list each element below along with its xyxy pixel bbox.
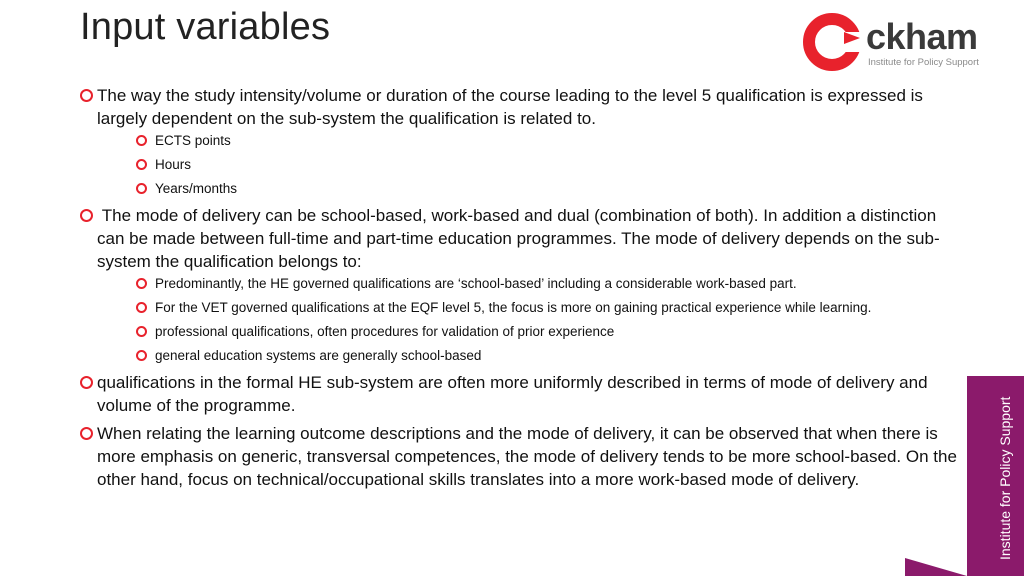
sub-bullet-item — [97, 299, 958, 317]
bullet-text: The way the study intensity/volume or duration of the course leading to the level 5 qualification is expressed is largely dependent on the sub-system the qualification is related to. — [97, 86, 923, 128]
side-band-text: Institute for Policy Support — [997, 396, 1013, 560]
ring-bullet-icon — [136, 326, 147, 337]
ring-bullet-icon — [136, 159, 147, 170]
sub-bullet-text: ECTS points — [155, 133, 231, 148]
bullet-mode-of-delivery — [78, 204, 958, 365]
ring-bullet-icon — [80, 209, 93, 222]
ring-bullet-icon — [80, 89, 93, 102]
ring-bullet-icon — [80, 427, 93, 440]
sub-bullet-text: For the VET governed qualifications at the EQF level 5, the focus is more on gaining practical experience while learning. — [155, 300, 872, 315]
bullet-list — [78, 84, 958, 491]
bullet-text: qualifications in the formal HE sub-system are often more uniformly described in terms of mode of delivery and volume of the programme. — [97, 373, 928, 415]
ring-bullet-icon — [136, 135, 147, 146]
bullet-he-qualifications — [78, 371, 958, 417]
logo-ring-icon — [800, 10, 864, 74]
sub-bullet-list — [97, 132, 958, 198]
sub-bullet-item — [97, 347, 958, 365]
sub-bullet-text: professional qualifications, often procedures for validation of prior experience — [155, 324, 615, 339]
sub-bullet-list — [97, 275, 958, 365]
ring-bullet-icon — [136, 302, 147, 313]
sub-bullet-item — [97, 180, 958, 198]
bullet-study-intensity — [78, 84, 958, 198]
logo-tagline: Institute for Policy Support — [868, 57, 979, 68]
sub-bullet-text: Years/months — [155, 181, 238, 196]
ockham-logo — [800, 10, 1000, 76]
bullet-text: The mode of delivery can be school-based, work-based and dual (combination of both). In addition a distinction can be made between full-time and part-time education programmes. The mode of delivery depends on the sub-system the qualification belongs to: — [97, 206, 941, 271]
sub-bullet-text: Predominantly, the HE governed qualifications are ‘school-based’ including a considerable work-based part. — [155, 276, 797, 291]
ring-bullet-icon — [136, 350, 147, 361]
sub-bullet-item — [97, 132, 958, 150]
sub-bullet-item — [97, 156, 958, 174]
slide-title: Input variables — [80, 6, 331, 48]
bullet-learning-outcomes — [78, 422, 958, 491]
sub-bullet-text: general education systems are generally school-based — [155, 348, 482, 363]
slide-content — [78, 84, 958, 496]
ring-bullet-icon — [80, 376, 93, 389]
sub-bullet-item — [97, 275, 958, 293]
bullet-text: When relating the learning outcome descriptions and the mode of delivery, it can be observed that when there is more emphasis on generic, transversal competences, the mode of delivery tends to be more school-based. On the other hand, focus on technical/occupational skills translates into a more work-based mode of delivery. — [97, 424, 957, 489]
sub-bullet-item — [97, 323, 958, 341]
logo-wordmark: ckham — [866, 16, 978, 57]
ring-bullet-icon — [136, 183, 147, 194]
sub-bullet-text: Hours — [155, 157, 192, 172]
ring-bullet-icon — [136, 278, 147, 289]
